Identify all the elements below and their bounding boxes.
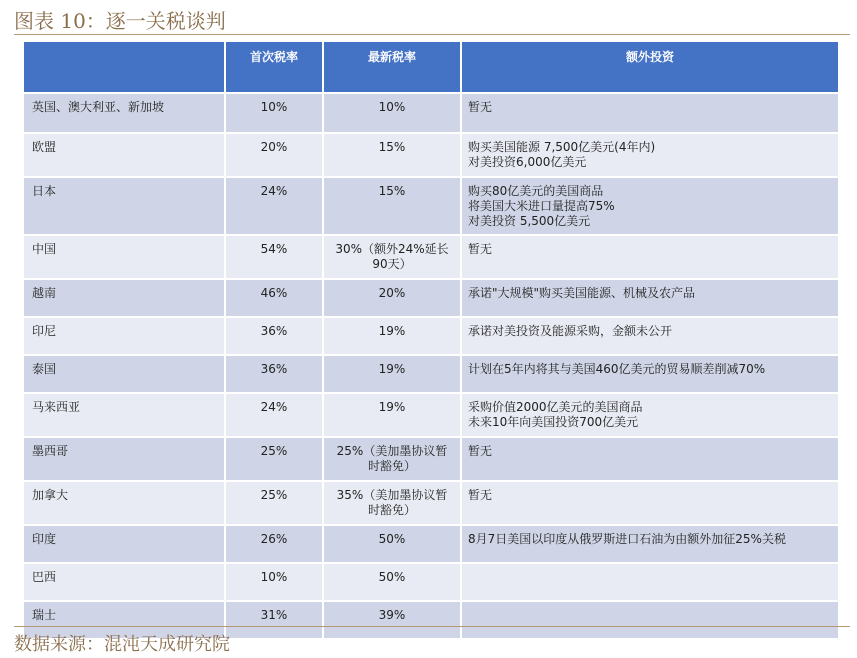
cell-initial-rate: 25% [226,438,322,482]
table-row [24,356,838,394]
table-row [24,318,838,356]
source-note: 数据来源：混沌天成研究院 [14,634,230,655]
cell-initial-rate: 36% [226,356,322,394]
cell-country: 印尼 [24,318,224,356]
cell-latest-rate: 19% [324,394,460,438]
cell-latest-rate: 10% [324,94,460,134]
header-initial-rate: 首次税率 [226,42,322,94]
table-row [24,564,838,602]
cell-country: 英国、澳大利亚、新加坡 [24,94,224,134]
cell-latest-rate: 30%（额外24%延长 90天） [324,236,460,280]
table-row [24,280,838,318]
cell-initial-rate: 31% [226,602,322,640]
cell-country: 马来西亚 [24,394,224,438]
cell-initial-rate: 46% [226,280,322,318]
cell-initial-rate: 24% [226,394,322,438]
cell-latest-rate: 25%（美加墨协议暂 时豁免） [324,438,460,482]
cell-country: 泰国 [24,356,224,394]
cell-country: 墨西哥 [24,438,224,482]
table-row [24,134,838,178]
cell-initial-rate: 20% [226,134,322,178]
cell-country: 中国 [24,236,224,280]
cell-latest-rate: 19% [324,356,460,394]
cell-initial-rate: 25% [226,482,322,526]
cell-extra-investment [462,602,838,640]
cell-country: 印度 [24,526,224,564]
cell-latest-rate: 19% [324,318,460,356]
cell-latest-rate: 50% [324,526,460,564]
cell-country: 加拿大 [24,482,224,526]
cell-extra-investment: 承诺对美投资及能源采购，金额未公开 [462,318,838,356]
table-row [24,236,838,280]
cell-extra-investment: 购买美国能源 7,500亿美元(4年内) 对美投资6,000亿美元 [462,134,838,178]
cell-country: 越南 [24,280,224,318]
cell-country: 巴西 [24,564,224,602]
cell-extra-investment: 计划在5年内将其与美国460亿美元的贸易顺差削减70% [462,356,838,394]
cell-extra-investment: 承诺"大规模"购买美国能源、机械及农产品 [462,280,838,318]
cell-initial-rate: 10% [226,94,322,134]
cell-latest-rate: 20% [324,280,460,318]
header-country [24,42,224,94]
header-latest-rate: 最新税率 [324,42,460,94]
title-divider [14,34,850,35]
table-row [24,394,838,438]
cell-extra-investment: 购买80亿美元的美国商品 将美国大米进口量提高75% 对美投资 5,500亿美元 [462,178,838,236]
cell-latest-rate: 15% [324,134,460,178]
cell-initial-rate: 24% [226,178,322,236]
cell-extra-investment: 8月7日美国以印度从俄罗斯进口石油为由额外加征25%关税 [462,526,838,564]
source-divider [14,626,850,627]
cell-country: 瑞士 [24,602,224,640]
cell-latest-rate: 39% [324,602,460,640]
cell-initial-rate: 10% [226,564,322,602]
cell-extra-investment: 采购价值2000亿美元的美国商品 未来10年向美国投资700亿美元 [462,394,838,438]
cell-latest-rate: 35%（美加墨协议暂 时豁免） [324,482,460,526]
table-row [24,438,838,482]
tariff-table [22,42,840,640]
table-row [24,482,838,526]
cell-initial-rate: 26% [226,526,322,564]
cell-extra-investment [462,564,838,602]
cell-extra-investment: 暂无 [462,94,838,134]
table-header-row [24,42,838,94]
table-row [24,94,838,134]
table-row [24,526,838,564]
figure-title: 图表 10：逐一关税谈判 [14,9,226,33]
cell-country: 欧盟 [24,134,224,178]
header-extra-investment: 额外投资 [462,42,838,94]
cell-initial-rate: 54% [226,236,322,280]
cell-latest-rate: 50% [324,564,460,602]
cell-extra-investment: 暂无 [462,482,838,526]
cell-country: 日本 [24,178,224,236]
cell-extra-investment: 暂无 [462,236,838,280]
table-row [24,178,838,236]
cell-extra-investment: 暂无 [462,438,838,482]
cell-initial-rate: 36% [226,318,322,356]
cell-latest-rate: 15% [324,178,460,236]
